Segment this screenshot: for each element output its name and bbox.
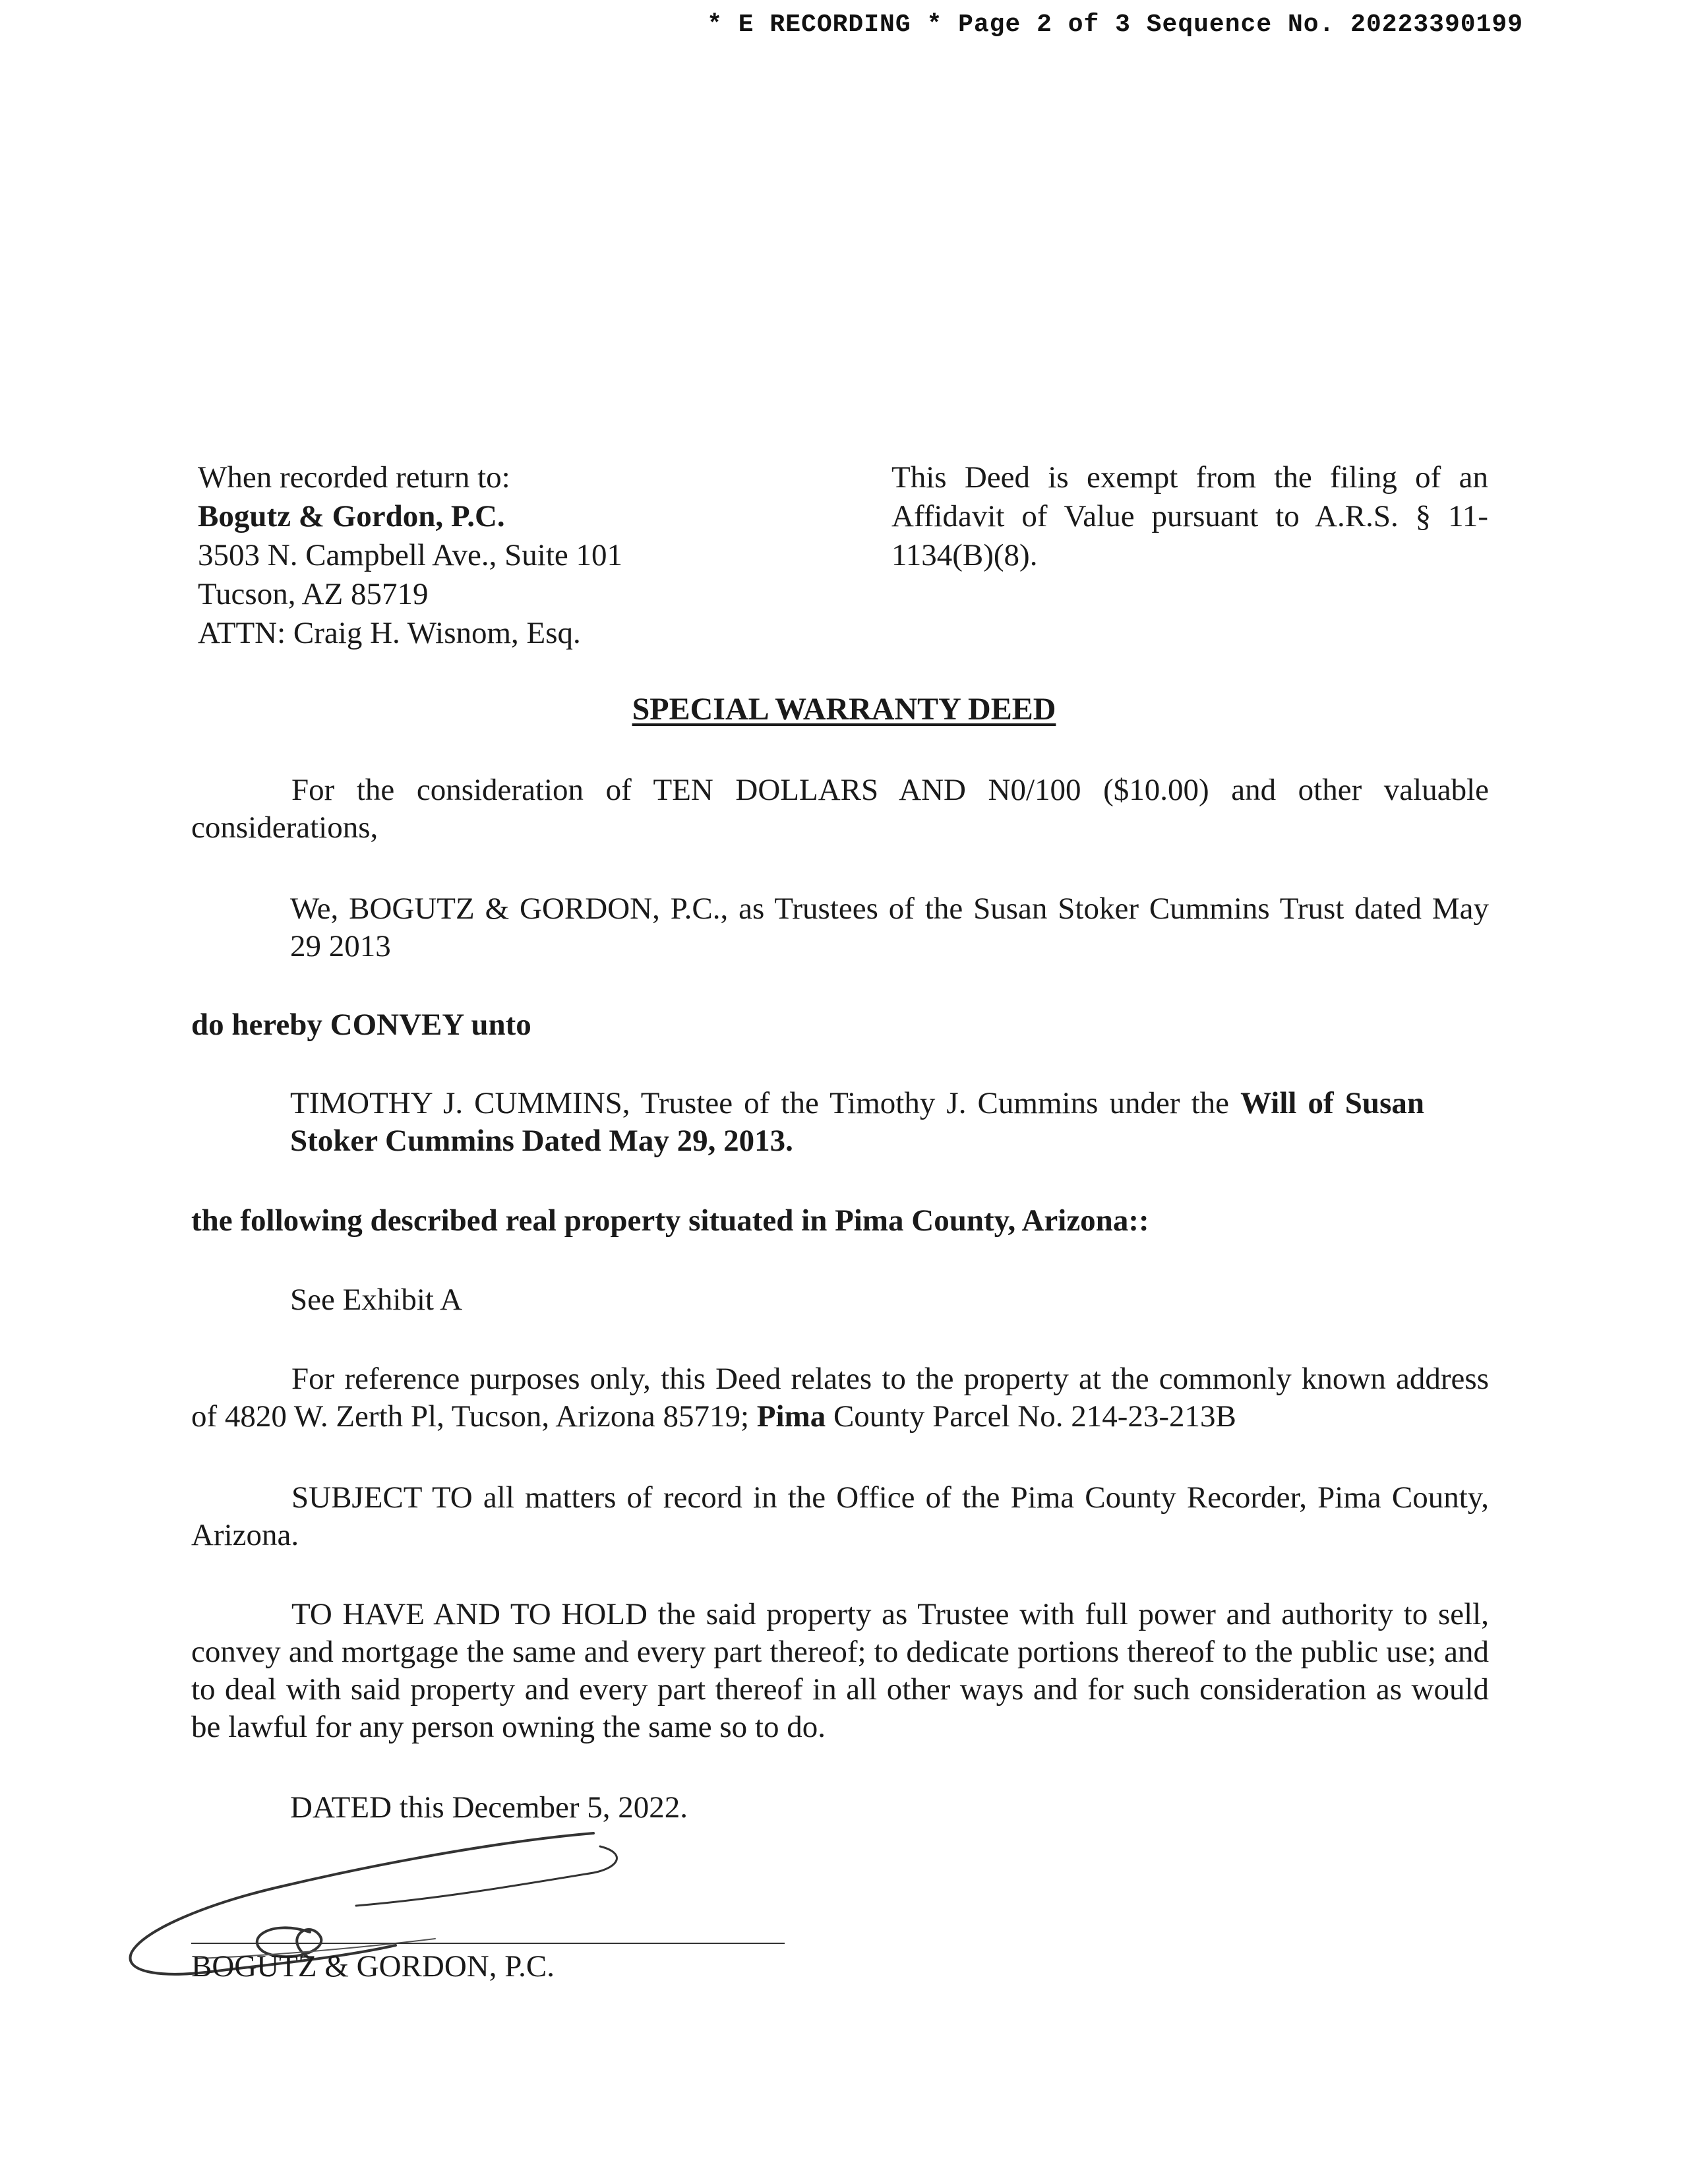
recording-header: * E RECORDING * Page 2 of 3 Sequence No. 20223390199 [707,11,1523,39]
reference-county: Pima [756,1399,826,1434]
grantee-paragraph [290,1085,1424,1160]
grantee-will: Will of Susan Stoker Cummins Dated May 29, 2013. [290,1086,1424,1158]
grantee-name: TIMOTHY J. CUMMINS, Trustee of the Timothy J. Cummins under the [290,1086,1241,1120]
return-label: When recorded return to: [198,460,510,495]
convey-clause: do hereby CONVEY unto [191,1008,531,1042]
exemption-notice: This Deed is exempt from the filing of an Affidavit of Value pursuant to A.R.S. § 11-1134(B)(8). [891,460,1488,572]
return-street: 3503 N. Campbell Ave., Suite 101 [198,538,623,572]
subject-to-paragraph: SUBJECT TO all matters of record in the Office of the Pima County Recorder, Pima County, Arizona. [191,1480,1489,1552]
return-city: Tucson, AZ 85719 [198,577,429,611]
reference-paragraph [191,1360,1489,1436]
consideration-paragraph: For the consideration of TEN DOLLARS AND N0/100 ($10.00) and other valuable considerations, [191,773,1489,845]
dated-line: DATED this December 5, 2022. [290,1790,688,1825]
reference-address: For reference purposes only, this Deed relates to the property at the commonly known address of 4820 W. Zerth Pl, Tucson, Arizona 85719; [191,1362,1489,1434]
return-address-block [198,458,857,653]
document-title: SPECIAL WARRANTY DEED [632,692,1056,727]
grantor-paragraph: We, BOGUTZ & GORDON, P.C., as Trustees of the Susan Stoker Cummins Trust dated May 29 2013 [290,892,1489,963]
exhibit-reference: See Exhibit A [290,1283,463,1317]
reference-parcel: County Parcel No. 214-23-213B [826,1399,1236,1434]
signature-line [191,1943,785,1944]
return-attn: ATTN: Craig H. Wisnom, Esq. [198,616,581,650]
habendum-paragraph: TO HAVE AND TO HOLD the said property as Trustee with full power and authority to sell, convey and mortgage the same and every part thereof; to dedicate portions thereof to the public use; and to deal with said property and every part thereof in all other ways and for such consideration as would be lawful for any person owning the same so to do. [191,1597,1489,1744]
return-firm: Bogutz & Gordon, P.C. [198,499,505,533]
signer-name: BOGUTZ & GORDON, P.C. [191,1949,555,1984]
property-clause: the following described real property situated in Pima County, Arizona:: [191,1203,1149,1238]
